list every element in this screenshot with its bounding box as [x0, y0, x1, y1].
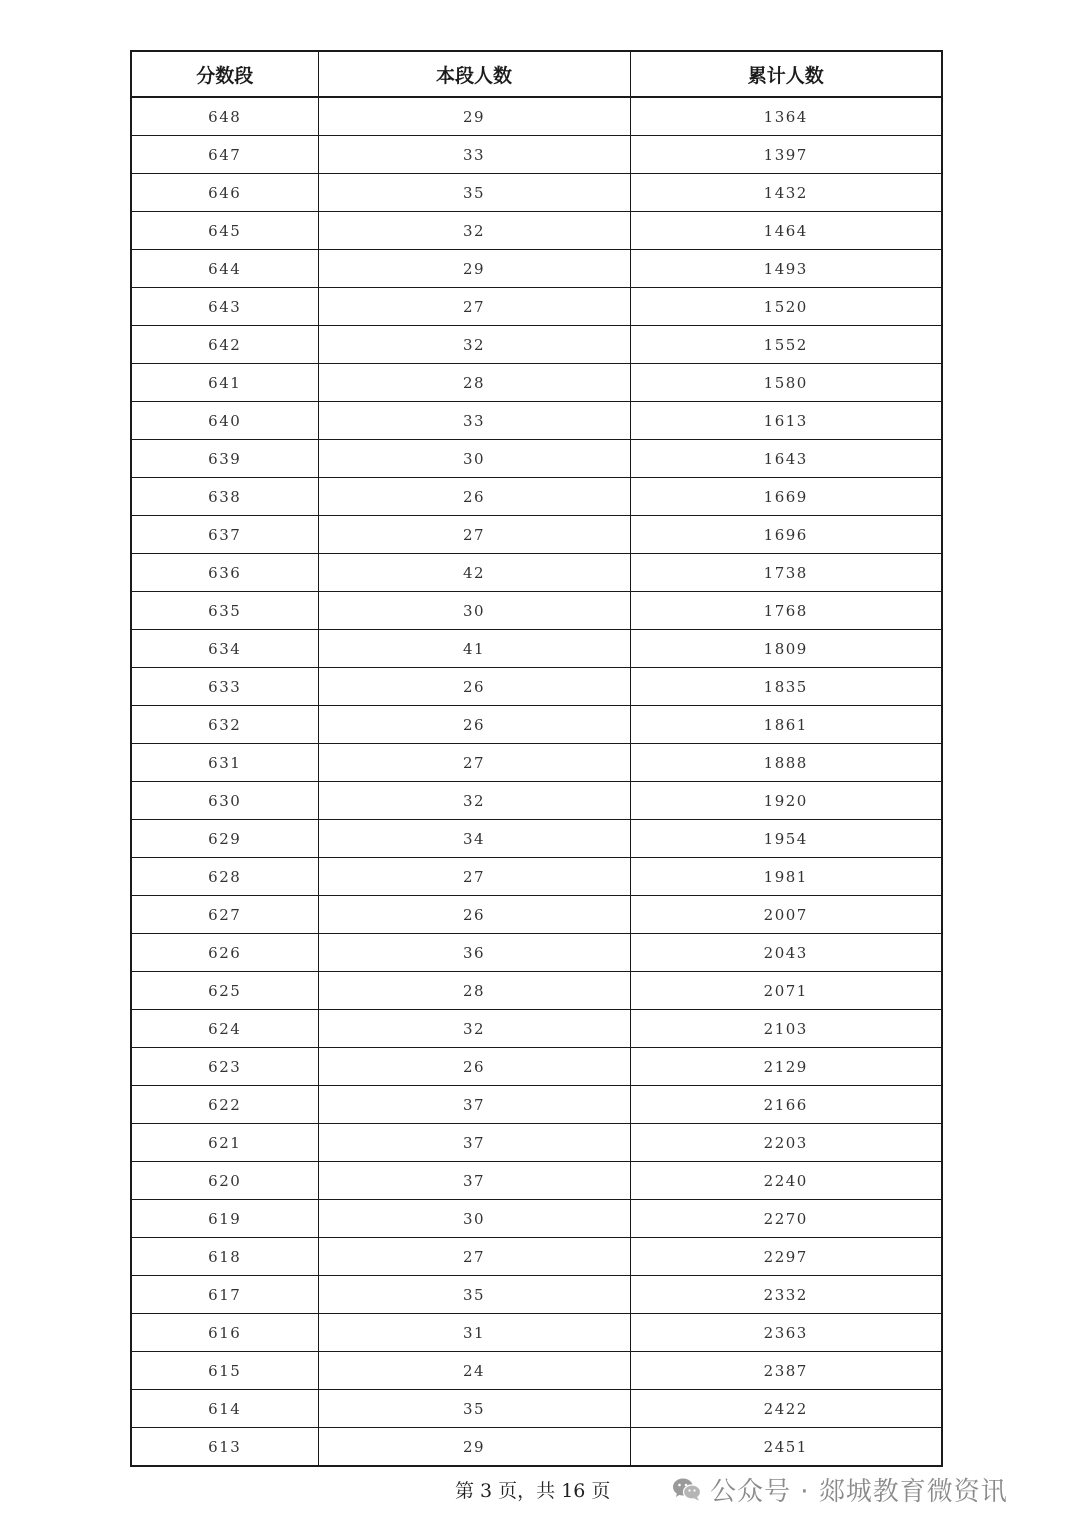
table-row — [131, 250, 942, 288]
cell-cumulative-count: 2166 — [630, 1086, 942, 1124]
cell-segment-count: 26 — [318, 478, 630, 516]
cell-score-range: 640 — [131, 402, 318, 440]
cell-segment-count: 35 — [318, 1276, 630, 1314]
cell-segment-count: 32 — [318, 326, 630, 364]
page-number: 第 3 页，共 16 页 — [455, 1480, 611, 1502]
cell-segment-count: 27 — [318, 744, 630, 782]
watermark — [672, 1474, 1008, 1507]
table-row — [131, 1238, 942, 1276]
cell-score-range: 647 — [131, 136, 318, 174]
cell-cumulative-count: 1580 — [630, 364, 942, 402]
cell-score-range: 629 — [131, 820, 318, 858]
cell-score-range: 626 — [131, 934, 318, 972]
cell-score-range: 637 — [131, 516, 318, 554]
table-row — [131, 896, 942, 934]
cell-score-range: 645 — [131, 212, 318, 250]
cell-cumulative-count: 2451 — [630, 1428, 942, 1467]
table-row — [131, 744, 942, 782]
cell-segment-count: 42 — [318, 554, 630, 592]
cell-score-range: 621 — [131, 1124, 318, 1162]
cell-cumulative-count: 1464 — [630, 212, 942, 250]
table-row — [131, 820, 942, 858]
cell-cumulative-count: 1552 — [630, 326, 942, 364]
cell-cumulative-count: 2363 — [630, 1314, 942, 1352]
cell-score-range: 631 — [131, 744, 318, 782]
table-row — [131, 1390, 942, 1428]
cell-segment-count: 28 — [318, 972, 630, 1010]
table-row — [131, 174, 942, 212]
cell-segment-count: 41 — [318, 630, 630, 668]
cell-segment-count: 26 — [318, 706, 630, 744]
cell-score-range: 618 — [131, 1238, 318, 1276]
cell-segment-count: 37 — [318, 1124, 630, 1162]
wechat-icon — [672, 1477, 702, 1501]
table-row — [131, 782, 942, 820]
cell-score-range: 646 — [131, 174, 318, 212]
table-row — [131, 592, 942, 630]
cell-cumulative-count: 1493 — [630, 250, 942, 288]
cell-score-range: 625 — [131, 972, 318, 1010]
score-table-container — [130, 50, 941, 1467]
cell-cumulative-count: 2422 — [630, 1390, 942, 1428]
cell-score-range: 627 — [131, 896, 318, 934]
table-row — [131, 1162, 942, 1200]
table-row — [131, 1048, 942, 1086]
cell-segment-count: 30 — [318, 440, 630, 478]
cell-score-range: 630 — [131, 782, 318, 820]
cell-segment-count: 26 — [318, 896, 630, 934]
cell-score-range: 638 — [131, 478, 318, 516]
cell-cumulative-count: 2297 — [630, 1238, 942, 1276]
table-row — [131, 1352, 942, 1390]
cell-cumulative-count: 1643 — [630, 440, 942, 478]
cell-score-range: 643 — [131, 288, 318, 326]
cell-segment-count: 28 — [318, 364, 630, 402]
cell-cumulative-count: 1920 — [630, 782, 942, 820]
cell-segment-count: 32 — [318, 782, 630, 820]
table-row — [131, 1124, 942, 1162]
cell-cumulative-count: 1696 — [630, 516, 942, 554]
cell-segment-count: 24 — [318, 1352, 630, 1390]
cell-segment-count: 30 — [318, 592, 630, 630]
cell-segment-count: 27 — [318, 1238, 630, 1276]
table-row — [131, 858, 942, 896]
cell-cumulative-count: 2332 — [630, 1276, 942, 1314]
cell-segment-count: 29 — [318, 1428, 630, 1467]
table-row — [131, 630, 942, 668]
cell-cumulative-count: 2071 — [630, 972, 942, 1010]
cell-cumulative-count: 1888 — [630, 744, 942, 782]
cell-cumulative-count: 1364 — [630, 97, 942, 136]
cell-score-range: 620 — [131, 1162, 318, 1200]
cell-segment-count: 26 — [318, 668, 630, 706]
score-distribution-table — [130, 50, 943, 1467]
cell-segment-count: 29 — [318, 250, 630, 288]
table-row — [131, 668, 942, 706]
cell-cumulative-count: 2240 — [630, 1162, 942, 1200]
cell-segment-count: 27 — [318, 858, 630, 896]
watermark-text: 公众号 · 郯城教育微资讯 — [710, 1476, 1008, 1507]
cell-segment-count: 27 — [318, 516, 630, 554]
cell-segment-count: 31 — [318, 1314, 630, 1352]
table-row — [131, 1314, 942, 1352]
cell-segment-count: 37 — [318, 1162, 630, 1200]
cell-score-range: 634 — [131, 630, 318, 668]
cell-cumulative-count: 1809 — [630, 630, 942, 668]
table-row — [131, 136, 942, 174]
cell-segment-count: 37 — [318, 1086, 630, 1124]
cell-cumulative-count: 1768 — [630, 592, 942, 630]
cell-cumulative-count: 2043 — [630, 934, 942, 972]
cell-cumulative-count: 2270 — [630, 1200, 942, 1238]
table-row — [131, 1276, 942, 1314]
table-row — [131, 402, 942, 440]
cell-segment-count: 27 — [318, 288, 630, 326]
cell-score-range: 642 — [131, 326, 318, 364]
cell-score-range: 635 — [131, 592, 318, 630]
cell-cumulative-count: 1954 — [630, 820, 942, 858]
cell-cumulative-count: 1432 — [630, 174, 942, 212]
cell-segment-count: 29 — [318, 97, 630, 136]
table-row — [131, 1200, 942, 1238]
cell-segment-count: 26 — [318, 1048, 630, 1086]
table-row — [131, 212, 942, 250]
cell-score-range: 619 — [131, 1200, 318, 1238]
table-row — [131, 1086, 942, 1124]
table-row — [131, 554, 942, 592]
page-footer — [0, 1474, 1080, 1507]
table-row — [131, 972, 942, 1010]
cell-score-range: 636 — [131, 554, 318, 592]
cell-score-range: 632 — [131, 706, 318, 744]
cell-score-range: 648 — [131, 97, 318, 136]
cell-cumulative-count: 1738 — [630, 554, 942, 592]
cell-score-range: 633 — [131, 668, 318, 706]
table-row — [131, 934, 942, 972]
cell-score-range: 644 — [131, 250, 318, 288]
cell-cumulative-count: 2007 — [630, 896, 942, 934]
cell-segment-count: 34 — [318, 820, 630, 858]
cell-score-range: 615 — [131, 1352, 318, 1390]
table-row — [131, 1010, 942, 1048]
cell-segment-count: 30 — [318, 1200, 630, 1238]
cell-score-range: 622 — [131, 1086, 318, 1124]
cell-score-range: 628 — [131, 858, 318, 896]
cell-score-range: 639 — [131, 440, 318, 478]
cell-cumulative-count: 1669 — [630, 478, 942, 516]
cell-cumulative-count: 1613 — [630, 402, 942, 440]
table-header-row — [131, 51, 942, 97]
cell-cumulative-count: 2129 — [630, 1048, 942, 1086]
cell-score-range: 616 — [131, 1314, 318, 1352]
cell-segment-count: 35 — [318, 174, 630, 212]
table-row — [131, 1428, 942, 1467]
cell-segment-count: 32 — [318, 1010, 630, 1048]
cell-cumulative-count: 1835 — [630, 668, 942, 706]
header-score-range: 分数段 — [131, 51, 318, 97]
cell-segment-count: 32 — [318, 212, 630, 250]
table-row — [131, 326, 942, 364]
table-row — [131, 364, 942, 402]
cell-cumulative-count: 1520 — [630, 288, 942, 326]
cell-cumulative-count: 2103 — [630, 1010, 942, 1048]
header-segment-count: 本段人数 — [318, 51, 630, 97]
cell-score-range: 624 — [131, 1010, 318, 1048]
cell-cumulative-count: 1397 — [630, 136, 942, 174]
table-row — [131, 516, 942, 554]
cell-segment-count: 35 — [318, 1390, 630, 1428]
table-row — [131, 97, 942, 136]
cell-score-range: 641 — [131, 364, 318, 402]
cell-segment-count: 33 — [318, 136, 630, 174]
cell-score-range: 623 — [131, 1048, 318, 1086]
table-row — [131, 440, 942, 478]
header-cumulative-count: 累计人数 — [630, 51, 942, 97]
cell-cumulative-count: 2203 — [630, 1124, 942, 1162]
cell-score-range: 617 — [131, 1276, 318, 1314]
cell-score-range: 614 — [131, 1390, 318, 1428]
cell-cumulative-count: 1981 — [630, 858, 942, 896]
table-body — [131, 97, 942, 1466]
cell-segment-count: 36 — [318, 934, 630, 972]
cell-cumulative-count: 1861 — [630, 706, 942, 744]
table-row — [131, 706, 942, 744]
cell-score-range: 613 — [131, 1428, 318, 1467]
cell-cumulative-count: 2387 — [630, 1352, 942, 1390]
table-row — [131, 288, 942, 326]
table-row — [131, 478, 942, 516]
cell-segment-count: 33 — [318, 402, 630, 440]
